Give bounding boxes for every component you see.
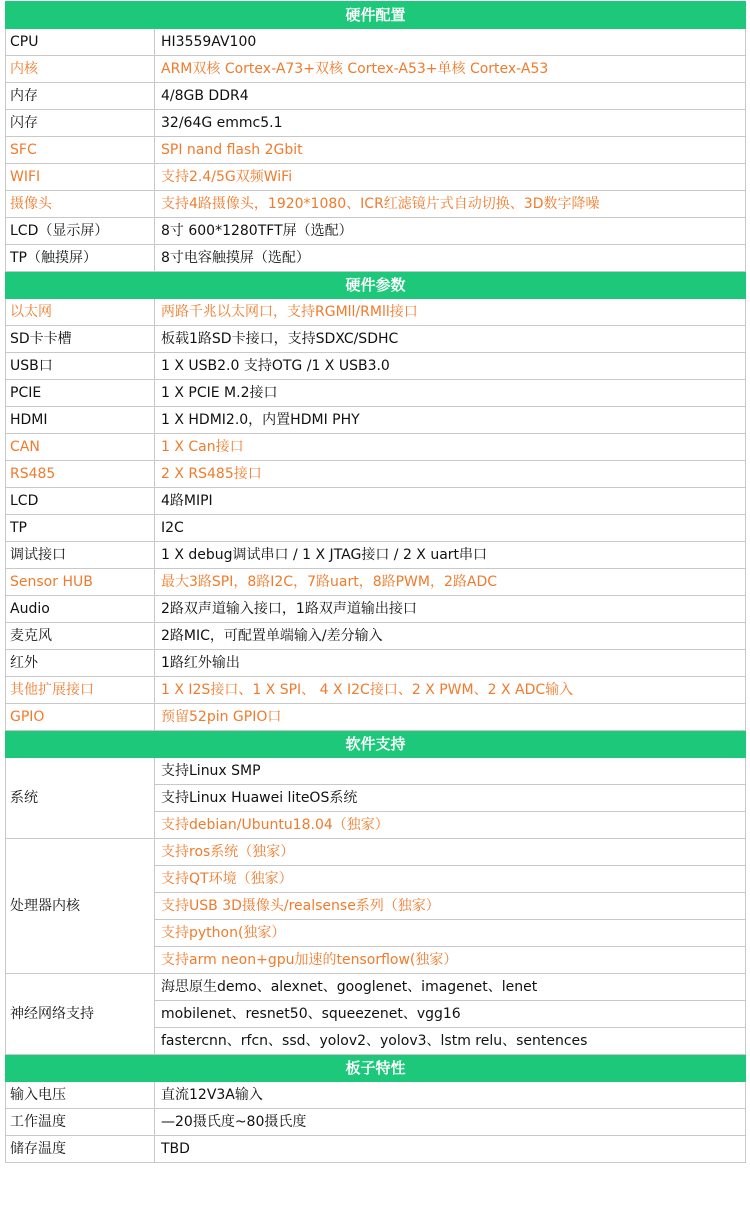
spec-row [6, 110, 746, 137]
spec-row [6, 677, 746, 704]
spec-value: SPI nand flash 2Gbit [155, 137, 746, 164]
spec-value: 32/64G emmc5.1 [155, 110, 746, 137]
spec-value: HI3559AV100 [155, 29, 746, 56]
spec-value: 1 X USB2.0 支持OTG /1 X USB3.0 [155, 353, 746, 380]
spec-label: PCIE [6, 380, 155, 407]
spec-value: 2路MIC，可配置单端输入/差分输入 [155, 623, 746, 650]
spec-label: RS485 [6, 461, 155, 488]
spec-row [6, 218, 746, 245]
spec-label: 摄像头 [6, 191, 155, 218]
spec-group-label: 处理器内核 [6, 839, 155, 974]
spec-table [5, 1, 746, 1163]
spec-row [6, 407, 746, 434]
section-header [6, 2, 746, 29]
spec-row [6, 353, 746, 380]
spec-value: 支持4路摄像头，1920*1080、ICR红滤镜片式自动切换、3D数字降噪 [155, 191, 746, 218]
spec-value: 海思原生demo、alexnet、googlenet、imagenet、lenet [155, 974, 746, 1001]
spec-value: 板载1路SD卡接口，支持SDXC/SDHC [155, 326, 746, 353]
spec-label: CPU [6, 29, 155, 56]
spec-row [6, 569, 746, 596]
section-header [6, 1055, 746, 1082]
spec-value: 支持2.4/5G双频WiFi [155, 164, 746, 191]
spec-label: LCD [6, 488, 155, 515]
spec-label: 储存温度 [6, 1136, 155, 1163]
spec-table-body [6, 2, 746, 1163]
spec-label: TP [6, 515, 155, 542]
spec-value: 支持python(独家） [155, 920, 746, 947]
spec-row [6, 245, 746, 272]
spec-value: 1 X I2S接口、1 X SPI、 4 X I2C接口、2 X PWM、2 X ADC输入 [155, 677, 746, 704]
spec-value: 1 X HDMI2.0，内置HDMI PHY [155, 407, 746, 434]
spec-value: 4/8GB DDR4 [155, 83, 746, 110]
spec-label: Audio [6, 596, 155, 623]
spec-row [6, 326, 746, 353]
spec-row [6, 461, 746, 488]
spec-label: 调试接口 [6, 542, 155, 569]
spec-row [6, 704, 746, 731]
spec-label: USB口 [6, 353, 155, 380]
spec-row [6, 839, 746, 866]
spec-row [6, 758, 746, 785]
section-header [6, 731, 746, 758]
spec-value: 支持debian/Ubuntu18.04（独家） [155, 812, 746, 839]
spec-group-label: 系统 [6, 758, 155, 839]
spec-value: I2C [155, 515, 746, 542]
spec-label: CAN [6, 434, 155, 461]
spec-value: 支持ros系统（独家） [155, 839, 746, 866]
spec-label: WIFI [6, 164, 155, 191]
spec-label: HDMI [6, 407, 155, 434]
spec-value: 两路千兆以太网口，支持RGMll/RMll接口 [155, 299, 746, 326]
section-title: 硬件参数 [6, 272, 746, 299]
spec-label: SD卡卡槽 [6, 326, 155, 353]
spec-label: 工作温度 [6, 1109, 155, 1136]
spec-row [6, 299, 746, 326]
spec-row [6, 56, 746, 83]
spec-value: 支持Linux SMP [155, 758, 746, 785]
spec-label: Sensor HUB [6, 569, 155, 596]
spec-value: TBD [155, 1136, 746, 1163]
section-title: 板子特性 [6, 1055, 746, 1082]
spec-value: 2 X RS485接口 [155, 461, 746, 488]
spec-value: 直流12V3A输入 [155, 1082, 746, 1109]
spec-value: 支持QT环境（独家） [155, 866, 746, 893]
spec-value: —20摄氏度~80摄氏度 [155, 1109, 746, 1136]
spec-value: 8寸 600*1280TFT屏（选配） [155, 218, 746, 245]
spec-label: 麦克风 [6, 623, 155, 650]
spec-label: TP（触摸屏） [6, 245, 155, 272]
spec-row [6, 542, 746, 569]
spec-value: ARM双核 Cortex-A73+双核 Cortex-A53+单核 Cortex-A53 [155, 56, 746, 83]
spec-label: GPIO [6, 704, 155, 731]
spec-row [6, 164, 746, 191]
spec-label: SFC [6, 137, 155, 164]
section-title: 硬件配置 [6, 2, 746, 29]
spec-label: 输入电压 [6, 1082, 155, 1109]
spec-value: 支持Linux Huawei liteOS系统 [155, 785, 746, 812]
spec-label: 其他扩展接口 [6, 677, 155, 704]
spec-row [6, 191, 746, 218]
section-header [6, 272, 746, 299]
spec-label: 内存 [6, 83, 155, 110]
spec-row [6, 650, 746, 677]
spec-row [6, 515, 746, 542]
spec-row [6, 137, 746, 164]
spec-row [6, 1082, 746, 1109]
spec-value: 8寸电容触摸屏（选配） [155, 245, 746, 272]
spec-row [6, 1109, 746, 1136]
spec-row [6, 29, 746, 56]
spec-value: 支持USB 3D摄像头/realsense系列（独家） [155, 893, 746, 920]
spec-label: 以太网 [6, 299, 155, 326]
section-title: 软件支持 [6, 731, 746, 758]
spec-label: LCD（显示屏） [6, 218, 155, 245]
spec-row [6, 380, 746, 407]
spec-value: fastercnn、rfcn、ssd、yolov2、yolov3、lstm relu、sentences [155, 1028, 746, 1055]
spec-label: 闪存 [6, 110, 155, 137]
spec-row [6, 488, 746, 515]
spec-row [6, 434, 746, 461]
spec-value: 预留52pin GPIO口 [155, 704, 746, 731]
spec-value: 支持arm neon+gpu加速的tensorflow(独家） [155, 947, 746, 974]
spec-value: 1 X Can接口 [155, 434, 746, 461]
spec-value: 1 X debug调试串口 / 1 X JTAG接口 / 2 X uart串口 [155, 542, 746, 569]
spec-value: 最大3路SPI，8路I2C，7路uart，8路PWM，2路ADC [155, 569, 746, 596]
spec-value: 1路红外输出 [155, 650, 746, 677]
spec-row [6, 623, 746, 650]
spec-value: 2路双声道输入接口，1路双声道输出接口 [155, 596, 746, 623]
spec-label: 红外 [6, 650, 155, 677]
spec-label: 内核 [6, 56, 155, 83]
spec-row [6, 974, 746, 1001]
spec-value: 4路MIPI [155, 488, 746, 515]
spec-row [6, 83, 746, 110]
spec-row [6, 1136, 746, 1163]
spec-value: 1 X PCIE M.2接口 [155, 380, 746, 407]
spec-row [6, 596, 746, 623]
spec-group-label: 神经网络支持 [6, 974, 155, 1055]
spec-value: mobilenet、resnet50、squeezenet、vgg16 [155, 1001, 746, 1028]
